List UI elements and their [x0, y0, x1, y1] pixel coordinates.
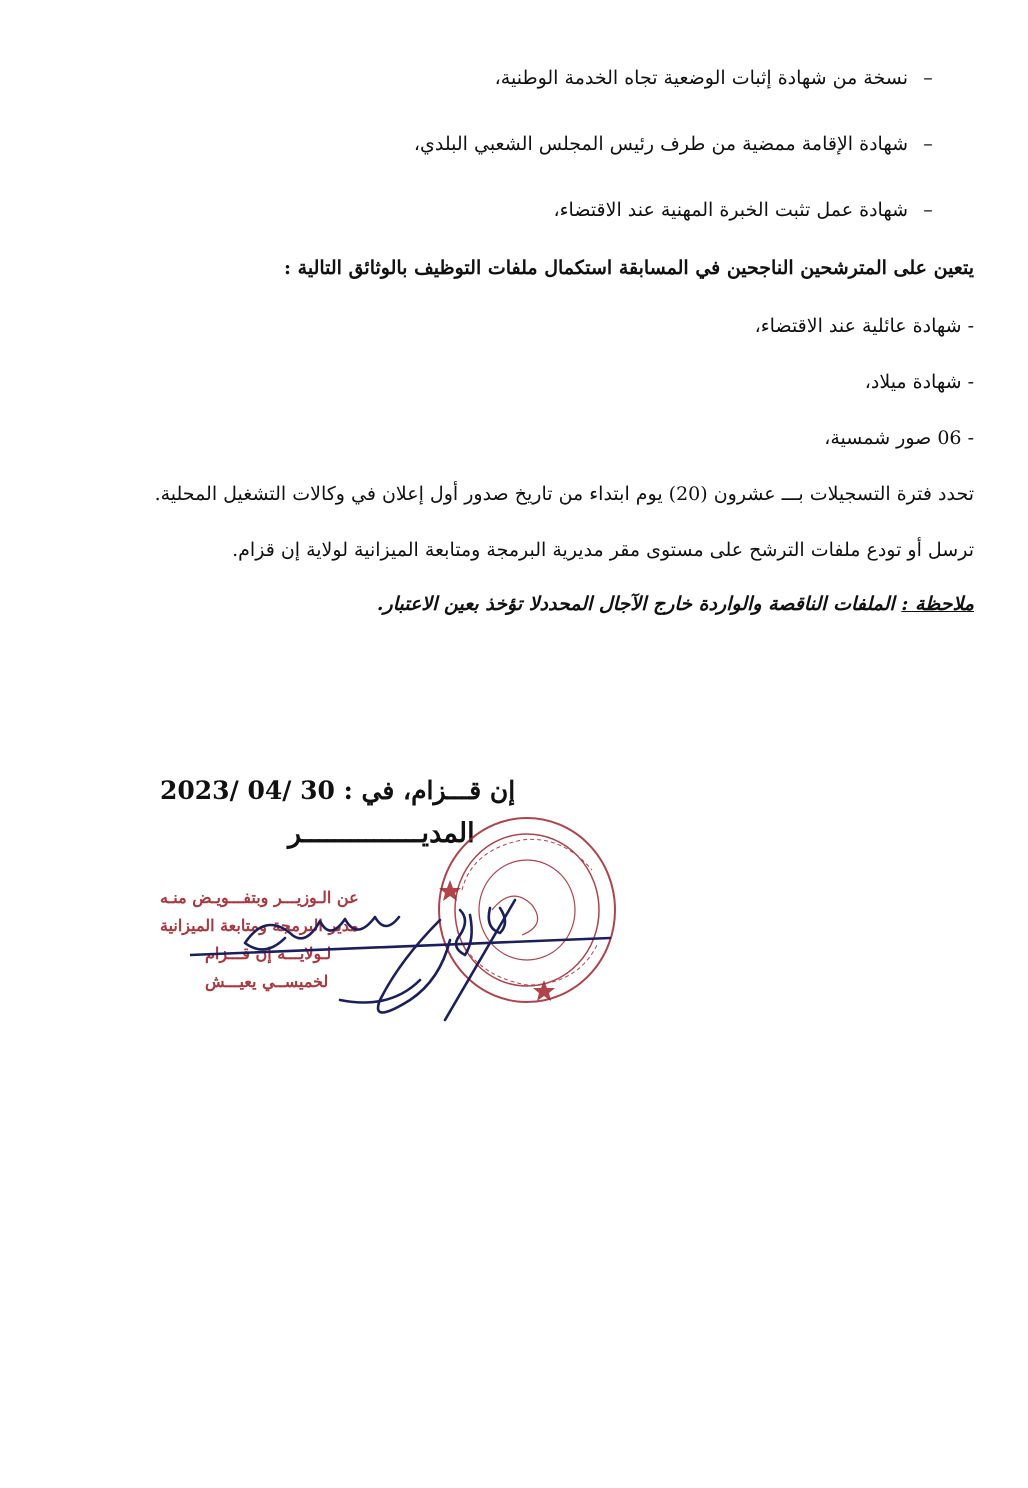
- required-doc-1-text: نسخة من شهادة إثبات الوضعية تجاه الخدمة الوطنية،: [494, 67, 908, 89]
- stamp-line-2: مدير البرمجة ومتابعة الميزانية: [160, 916, 359, 935]
- successful-doc-1: - شهادة عائلية عند الاقتضاء،: [754, 315, 974, 337]
- stamp-line-3: لـولايـــة إن قـــزام: [205, 944, 332, 963]
- handwritten-signature-icon: [190, 880, 630, 1030]
- submission-location: ترسل أو تودع ملفات الترشح على مستوى مقر مديرية البرمجة ومتابعة الميزانية لولاية إن قزام.: [232, 539, 974, 561]
- note-label: ملاحظة :: [901, 593, 974, 615]
- note-text: الملفات الناقصة والواردة خارج الآجال المحددلا تؤخذ بعين الاعتبار.: [376, 593, 902, 615]
- registration-period: تحدد فترة التسجيلات بـــ عشرون (20) يوم ابتداء من تاريخ صدور أول إعلان في وكالات التشغيل المحلية.: [154, 483, 974, 505]
- required-doc-2-text: شهادة الإقامة ممضية من طرف رئيس المجلس الشعبي البلدي،: [413, 133, 908, 155]
- place-and-date: إن قـــزام، في : 30 /04 /2023: [160, 776, 516, 805]
- required-doc-1: –نسخة من شهادة إثبات الوضعية تجاه الخدمة الوطنية،: [494, 67, 933, 89]
- successful-doc-2: - شهادة ميلاد،: [864, 371, 974, 393]
- required-doc-2: –شهادة الإقامة ممضية من طرف رئيس المجلس الشعبي البلدي،: [413, 133, 933, 155]
- stamp-line-1: عن الـوزيـــر وبتفـــويـض منـه: [160, 888, 359, 907]
- successful-doc-3: - 06 صور شمسية،: [824, 427, 974, 449]
- successful-candidates-heading: يتعين على المترشحين الناجحين في المسابقة استكمال ملفات التوظيف بالوثائق التالية :: [284, 257, 974, 279]
- director-title: المديـــــــــــــــر: [288, 818, 475, 849]
- required-doc-3: –شهادة عمل تثبت الخبرة المهنية عند الاقتضاء،: [553, 199, 933, 221]
- note: [377, 592, 974, 616]
- stamp-line-4: لخميســي يعيـــش: [205, 972, 329, 991]
- required-doc-3-text: شهادة عمل تثبت الخبرة المهنية عند الاقتضاء،: [553, 199, 908, 221]
